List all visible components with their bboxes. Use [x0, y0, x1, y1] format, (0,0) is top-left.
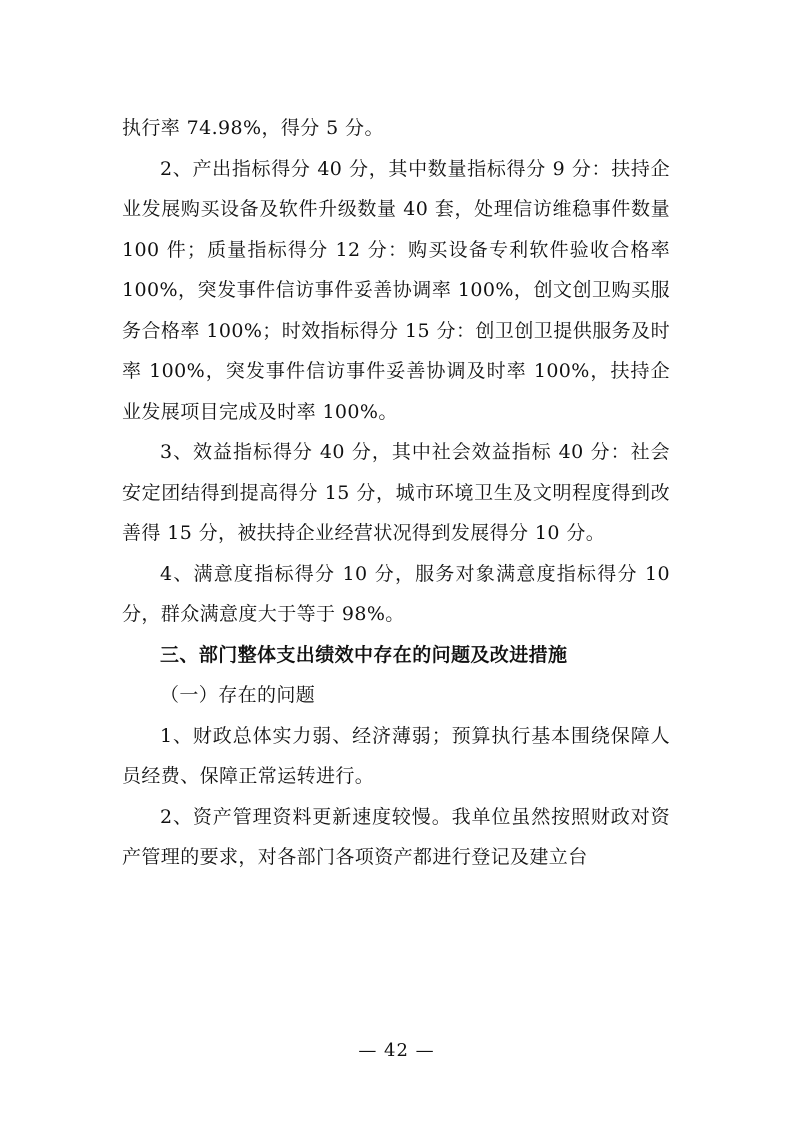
paragraph-problem-1: 1、财政总体实力弱、经济薄弱；预算执行基本围绕保障人员经费、保障正常运转进行。: [122, 724, 670, 787]
paragraph-execution-rate: 执行率 74.98%，得分 5 分。: [122, 117, 384, 139]
paragraph-problem-2: 2、资产管理资料更新速度较慢。我单位虽然按照财政对资产管理的要求，对各部门各项资产都进行登记及建立台: [122, 805, 670, 868]
page-number: — 42 —: [358, 1040, 435, 1061]
section-heading-problems-and-measures: 三、部门整体支出绩效中存在的问题及改进措施: [160, 643, 568, 666]
paragraph-satisfaction-indicators: 4、满意度指标得分 10 分，服务对象满意度指标得分 10 分，群众满意度大于等于 98%。: [122, 562, 670, 625]
document-body: [122, 108, 670, 878]
paragraph-benefit-indicators: 3、效益指标得分 40 分，其中社会效益指标 40 分：社会安定团结得到提高得分 15 分，城市环境卫生及文明程度得到改善得 15 分，被扶持企业经营状况得到发展得分 10 分。: [122, 441, 670, 544]
paragraph-output-indicators: 2、产出指标得分 40 分，其中数量指标得分 9 分：扶持企业发展购买设备及软件升级数量 40 套，处理信访维稳事件数量 100 件；质量指标得分 12 分：购买设备专利软件验收合格率 100%，突发事件信访事件妥善协调率 100%，创文创卫购买服务合格率 100%；时效指标得分 15 分：创卫创卫提供服务及时率 100%，突发事件信访事件妥善协调及时率 100%，扶持企业发展项目完成及时率 100%。: [122, 157, 670, 423]
subsection-heading-existing-problems: （一）存在的问题: [160, 684, 316, 706]
